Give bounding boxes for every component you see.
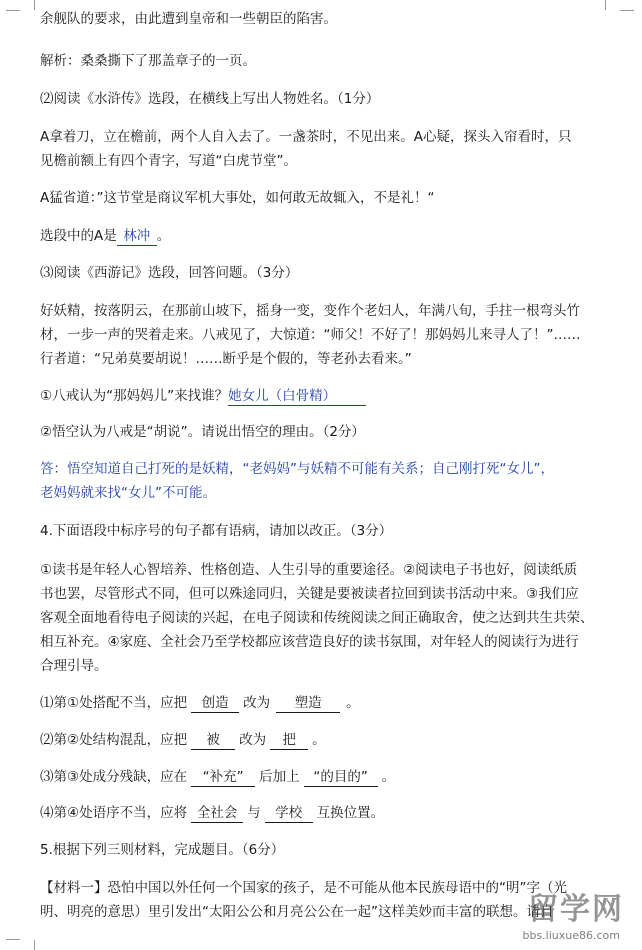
- passage-line: A拿着刀，立在檐前，两个人自入去了。一盏茶时，不见出来。A心疑，探头入帘看时，只: [40, 129, 572, 145]
- correction-text: 。: [312, 732, 326, 748]
- correction-line: [40, 804, 384, 823]
- crop-mark-top-left: [20, 0, 35, 10]
- watermark-title: 留学网: [528, 892, 624, 927]
- passage-line: A猛省道：”这节堂是商议军机大事处，如何敢无故辄入，不是礼！“: [40, 190, 435, 206]
- question-heading: ⑶阅读《西游记》选段，回答问题。（3分）: [40, 265, 299, 281]
- correction-text: 改为: [239, 732, 267, 748]
- passage-line: 行者道：“兄弟莫要胡说！……断乎是个假的，等老孙去看来。”: [40, 351, 412, 367]
- correction-text: 后加上: [259, 769, 300, 785]
- watermark-url: bbs.liuxue86.com: [522, 929, 620, 942]
- question-heading: 5.根据下列三则材料，完成题目。（6分）: [40, 842, 285, 858]
- subquestion-line: ②悟空认为八戒是“胡说”。请说出悟空的理由。（2分）: [40, 424, 365, 440]
- answer-blank: 她女儿（白骨精）: [228, 387, 366, 406]
- correction-text: 。: [346, 695, 360, 711]
- correction-blank: 学校: [265, 804, 313, 823]
- answer-line: [40, 227, 170, 246]
- crop-mark-top-right-h: [620, 10, 634, 11]
- correction-text: 改为: [243, 695, 271, 711]
- correction-blank: 全社会: [191, 804, 243, 823]
- crop-mark-top-right: [605, 0, 620, 10]
- correction-text: ⑷第④处语序不当，应将: [40, 805, 188, 821]
- correction-text: ⑶第③处成分残缺，应在: [40, 769, 188, 785]
- correction-blank: 被: [191, 731, 235, 750]
- subquestion-line: [40, 387, 366, 406]
- correction-blank: “的目的”: [304, 768, 378, 787]
- site-watermark: [478, 884, 628, 942]
- passage-line: 合理引导。: [40, 658, 108, 674]
- question-heading: ⑵阅读《水浒传》选段，在横线上写出人物姓名。（1分）: [40, 91, 380, 107]
- answer-prefix: 选段中的A是: [40, 228, 117, 244]
- answer-blank: 林冲: [117, 227, 157, 246]
- passage-line: 书也罢，尽管形式不同，但可以殊途同归，关键是要被读者拉回到读书活动中来。③我们应: [40, 586, 579, 602]
- correction-text: 互换位置。: [316, 805, 385, 821]
- answer-text: 答：悟空知道自己打死的是妖精，“老妈妈”与妖精不可能有关系；自己刚打死“女儿”，: [40, 461, 554, 477]
- answer-text: 老妈妈就来找“女儿”不可能。: [40, 485, 216, 501]
- correction-text: ⑴第①处搭配不当，应把: [40, 695, 188, 711]
- passage-line: 客观全面地看待电子阅读的兴起，在电子阅读和传统阅读之间正确取舍，使之达到共生共荣、: [40, 610, 594, 626]
- correction-blank: 把: [270, 731, 308, 750]
- correction-line: [40, 694, 360, 713]
- correction-blank: 塑造: [276, 694, 340, 713]
- passage-line: 相互补充。④家庭、全社会乃至学校都应该营造良好的读书氛围，对年轻人的阅读行为进行: [40, 634, 579, 650]
- correction-line: [40, 768, 395, 787]
- correction-blank: “补充”: [191, 768, 255, 787]
- answer-suffix: 。: [156, 228, 171, 244]
- crop-mark-top-left-h: [6, 10, 20, 11]
- passage-line: 见檐前额上有四个青字，写道“白虎节堂”。: [40, 153, 297, 169]
- correction-blank: 创造: [191, 694, 239, 713]
- passage-line: 【材料一】恐怕中国以外任何一个国家的孩子，是不可能从他本民族母语中的“明”字（光: [40, 880, 567, 896]
- crop-mark-bottom-left: [20, 940, 35, 950]
- analysis-line: 解析：桑桑撕下了那盖章子的一页。: [40, 53, 256, 69]
- subquestion-prefix: ①八戒认为“那妈妈儿”来找谁？: [40, 388, 229, 404]
- question-heading: 4.下面语段中标序号的句子都有语病，请加以改正。（3分）: [40, 523, 393, 539]
- correction-text: ⑵第②处结构混乱，应把: [40, 732, 188, 748]
- passage-line: ①读书是年轻人心智培养、性格创造、人生引导的重要途径。②阅读电子书也好，阅读纸质: [40, 562, 578, 578]
- correction-line: [40, 731, 326, 750]
- correction-text: 。: [381, 769, 396, 785]
- crop-mark-bottom-left-h: [6, 939, 20, 940]
- correction-text: 与: [247, 805, 261, 821]
- text-line: 余舰队的要求，由此遭到皇帝和一些朝臣的陷害。: [40, 11, 337, 27]
- passage-line: 明、明亮的意思）里引发出“太阳公公和月亮公公在一起”这样美妙而丰富的联想。请自: [40, 904, 554, 920]
- passage-line: 材，一步一声的哭着走来。八戒见了，大惊道：“师父！不好了！那妈妈儿来寻人了！”……: [40, 327, 581, 343]
- passage-line: 好妖精，按落阴云，在那前山坡下，摇身一变，变作个老妇人，年满八旬，手拄一根弯头竹: [40, 303, 580, 319]
